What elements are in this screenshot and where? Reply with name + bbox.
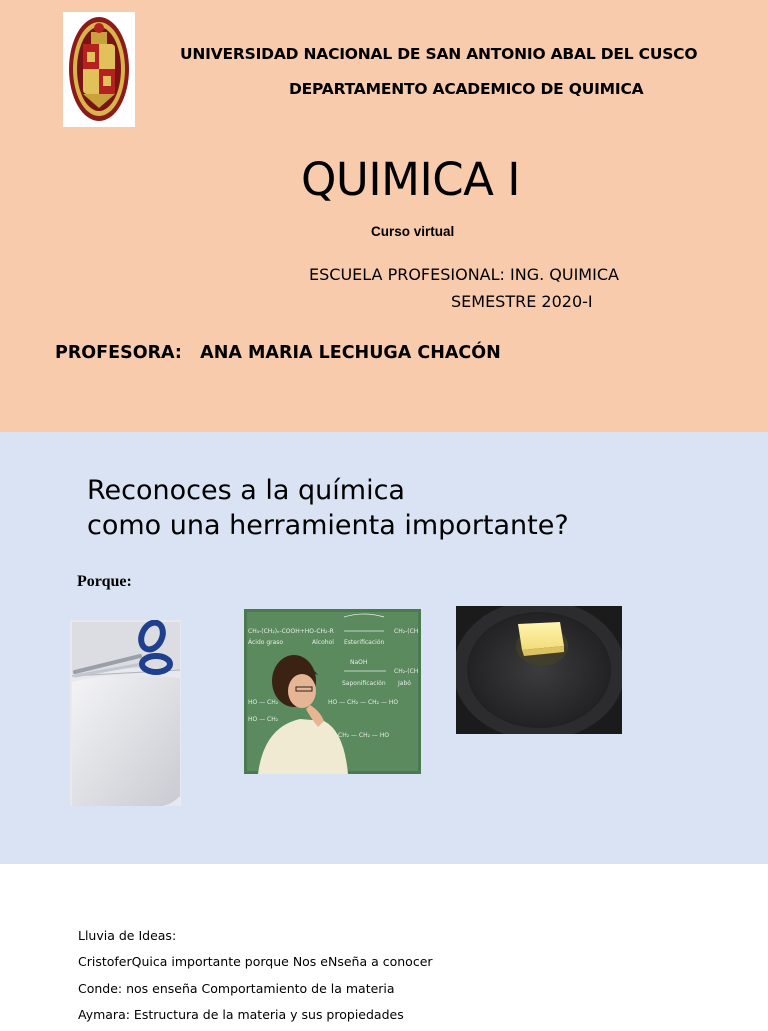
course-title: QUIMICA I xyxy=(301,153,521,206)
department-name: DEPARTAMENTO ACADEMICO DE QUIMICA xyxy=(289,80,644,98)
ideas-list xyxy=(78,926,433,1031)
svg-text:Esterificación: Esterificación xyxy=(344,639,385,646)
svg-text:NaOH: NaOH xyxy=(350,659,368,666)
svg-text:CH₂-(CH: CH₂-(CH xyxy=(394,628,419,635)
semester-label: SEMESTRE 2020-I xyxy=(451,292,593,311)
svg-text:CH₂-(CH: CH₂-(CH xyxy=(394,668,419,675)
professor-line: PROFESORA: ANA MARIA LECHUGA CHACÓN xyxy=(55,343,501,363)
svg-text:HO — CH₂: HO — CH₂ xyxy=(248,699,279,706)
svg-text:Jabó: Jabó xyxy=(398,680,411,687)
svg-text:HO — CH₂ — CH₂ — HO: HO — CH₂ — CH₂ — HO xyxy=(328,699,399,706)
university-name: UNIVERSIDAD NACIONAL DE SAN ANTONIO ABAL DEL CUSCO xyxy=(180,45,698,63)
svg-text:CH₃-(CH₂)ₙ-COOH+HO-CH₂-R: CH₃-(CH₂)ₙ-COOH+HO-CH₂-R xyxy=(248,628,334,635)
svg-text:Saponificación: Saponificación xyxy=(342,680,386,687)
porque-label: Porque: xyxy=(77,573,132,590)
university-crest-icon xyxy=(63,12,135,127)
svg-text:Alcohol: Alcohol xyxy=(312,639,334,646)
list-item: Conde: nos enseña Comportamiento de la materia xyxy=(78,980,395,996)
svg-text:CH₂ — CH₂ — HO: CH₂ — CH₂ — HO xyxy=(338,732,390,739)
ideas-heading: Lluvia de Ideas: xyxy=(78,928,177,943)
question-heading xyxy=(87,473,569,543)
cover-header-section xyxy=(0,0,768,432)
scissors-paper-image xyxy=(70,620,181,806)
question-line-1: Reconoces a la química xyxy=(87,475,405,506)
butter-pan-image xyxy=(456,606,622,734)
school-name: ESCUELA PROFESIONAL: ING. QUIMICA xyxy=(309,265,619,284)
svg-text:Ácido graso: Ácido graso xyxy=(248,639,284,646)
teacher-chalkboard-image xyxy=(244,609,421,774)
course-subtitle: Curso virtual xyxy=(371,224,455,239)
list-item: Aymara: Estructura de la materia y sus propiedades xyxy=(78,1006,404,1022)
question-line-2: como una herramienta importante? xyxy=(87,510,569,541)
list-item: CristoferQuica importante porque Nos eNseña a conocer xyxy=(78,954,433,970)
svg-text:HO — CH₂: HO — CH₂ xyxy=(248,716,279,723)
